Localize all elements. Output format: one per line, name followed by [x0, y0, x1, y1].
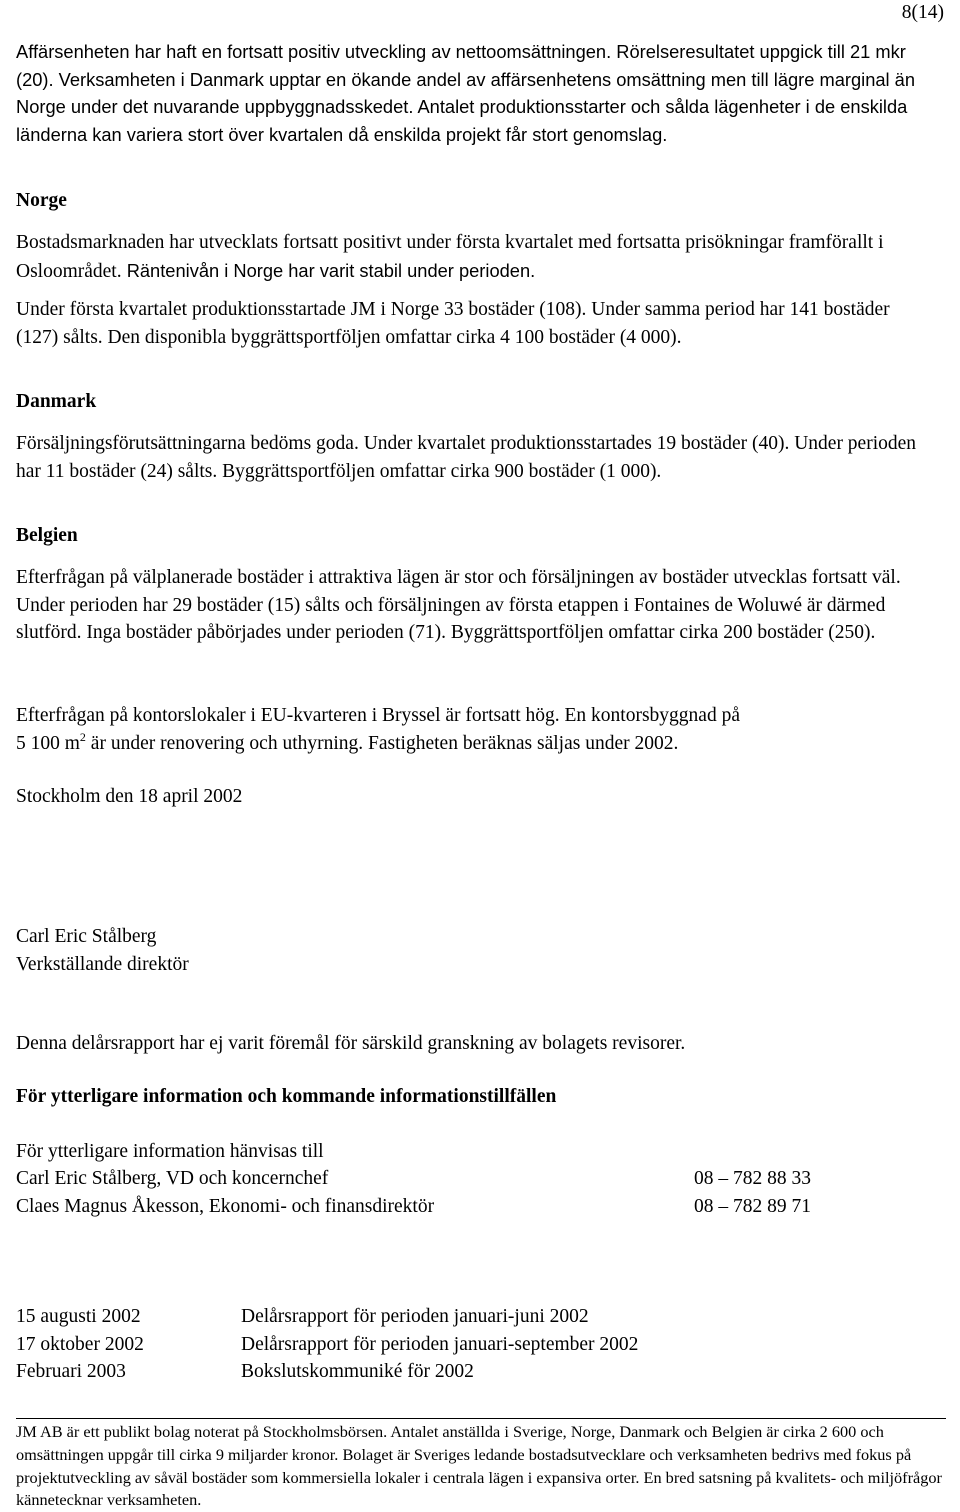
- audit-note: Denna delårsrapport har ej varit föremål för särskild granskning av bolagets revisorer.: [16, 1033, 686, 1054]
- belgien-p2-superscript: 2: [79, 729, 86, 744]
- heading-danmark: Danmark: [16, 391, 97, 412]
- contact-name: Carl Eric Stålberg, VD och koncernchef: [16, 1168, 329, 1189]
- heading-norge: Norge: [16, 190, 67, 211]
- intro-paragraph: Affärsenheten har haft en fortsatt positiv utveckling av nettoomsättningen. Rörelseresultatet uppgick till 21 mkr (20). Verksamheten i Danmark upptar en ökande andel av affärsenhetens omsättning men till lägre marginal än Norge under det nuvarande uppbyggnadsskedet. Antalet produktionsstarter och sålda lägenheter i de enskilda länderna kan variera stort över kvartalen då enskilda projekt får stort genomslag.: [16, 41, 916, 145]
- signature-name: Carl Eric Stålberg: [16, 926, 157, 947]
- belgien-p2-area: 5 100 m: [16, 732, 80, 754]
- schedule-date: 17 oktober 2002: [16, 1334, 144, 1355]
- schedule-event: Bokslutskommuniké för 2002: [241, 1361, 474, 1382]
- contact-row: [16, 1196, 434, 1218]
- norge-p1-sans: Räntenivån i Norge har varit stabil under perioden.: [121, 259, 536, 281]
- norge-p1-serif: Bostadsmarknaden har utvecklats fortsatt positivt under första kvartalet med fortsatta prisökningar framförallt i Osloområdet.: [16, 232, 884, 282]
- contact-heading: För ytterligare information och kommande informationstillfällen: [16, 1086, 557, 1107]
- heading-belgien: Belgien: [16, 525, 78, 546]
- contact-row: [16, 1168, 328, 1190]
- contact-intro: För ytterligare information hänvisas till: [16, 1141, 324, 1162]
- signature-title: Verkställande direktör: [16, 953, 189, 975]
- schedule-date: Februari 2003: [16, 1361, 126, 1382]
- footer-company-info: JM AB är ett publikt bolag noterat på Stockholmsbörsen. Antalet anställda i Sverige, Norge, Danmark och Belgien är cirka 2 600 och omsättningen uppgår till cirka 9 miljarder kronor. Bolaget är Sveriges ledande bostadsutvecklare och verksamheten bedrivs med fokus på projektutveckling av såväl bostäder som kommersiella lokaler i centrala lägen i expansiva orter. En bred satsning på kvalitets- och miljöfrågor kännetecknar verksamheten.: [16, 1418, 946, 1512]
- schedule-event: Delårsrapport för perioden januari-juni 2002: [241, 1306, 589, 1327]
- place-date: Stockholm den 18 april 2002: [16, 786, 243, 807]
- schedule-event: Delårsrapport för perioden januari-september 2002: [241, 1334, 639, 1355]
- contact-phone: 08 – 782 88 33: [694, 1168, 811, 1189]
- danmark-paragraph: Försäljningsförutsättningarna bedöms goda. Under kvartalet produktionsstartades 19 bostäder (40). Under perioden har 11 bostäder (24) sålts. Byggrättsportföljen omfattar cirka 900 bostäder (1 000).: [16, 433, 917, 482]
- norge-paragraph-1: [16, 229, 916, 285]
- belgien-paragraph-1: Efterfrågan på välplanerade bostäder i attraktiva lägen är stor och försäljningen av bostäder utvecklas fortsatt väl. Under perioden har 29 bostäder (15) sålts och försäljningen av första etappen i Fontaines de Woluwé är därmed slutförd. Inga bostäder påbörjades under perioden (71). Byggrättsportföljen omfattar cirka 200 bostäder (250).: [16, 567, 901, 643]
- belgien-paragraph-2: [16, 702, 936, 757]
- signature-block: [16, 923, 189, 978]
- contact-phone: 08 – 782 89 71: [694, 1196, 811, 1217]
- schedule-date: 15 augusti 2002: [16, 1306, 141, 1327]
- norge-paragraph-2: Under första kvartalet produktionsstartade JM i Norge 33 bostäder (108). Under samma period har 141 bostäder (127) sålts. Den disponibla byggrättsportföljen omfattar cirka 4 100 bostäder (4 000).: [16, 299, 890, 348]
- belgien-p2-line2: är under renovering och uthyrning. Fastigheten beräknas säljas under 2002.: [85, 732, 679, 754]
- page-number: 8(14): [901, 2, 944, 23]
- contact-name: Claes Magnus Åkesson, Ekonomi- och finansdirektör: [16, 1196, 435, 1217]
- belgien-p2-line1: Efterfrågan på kontorslokaler i EU-kvarteren i Bryssel är fortsatt hög. En kontorsbyggnad på: [16, 705, 740, 726]
